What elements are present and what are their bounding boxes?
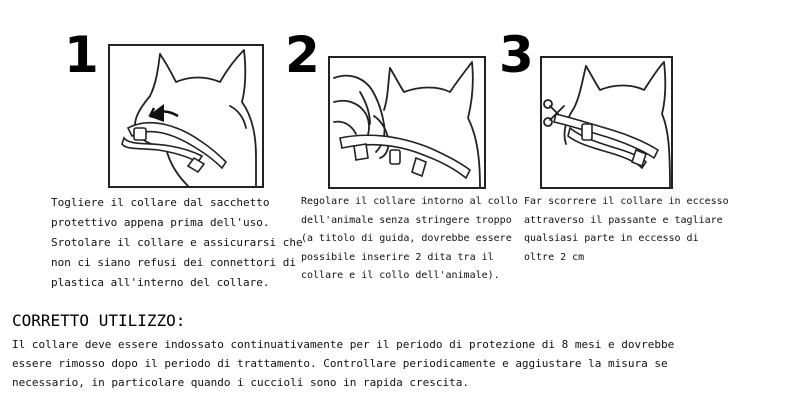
step-3-illustration bbox=[540, 56, 673, 189]
step-3-caption: Far scorrere il collare in eccesso attraverso il passante e tagliare qualsiasi parte in eccesso di oltre 2 cm bbox=[524, 196, 729, 263]
step-1-number: 1 bbox=[64, 26, 99, 84]
hand-adjusting-collar-drawing bbox=[330, 58, 484, 187]
step-1-caption: Togliere il collare dal sacchetto protettivo appena prima dell'uso. Srotolare il collare e assicurarsi che non ci siano refusi dei connettori di plastica all'interno del collare. bbox=[51, 196, 303, 289]
step-2-caption: Regolare il collare intorno al collo dell'animale senza stringere troppo (a titolo di guida, dovrebbe essere possibile inserire 2 dita tra il collare e il collo dell'animale). bbox=[301, 196, 518, 281]
usage-title: CORRETTO UTILIZZO: bbox=[12, 311, 186, 330]
step-2-illustration bbox=[328, 56, 486, 189]
step-3-number: 3 bbox=[499, 26, 534, 84]
usage-text: Il collare deve essere indossato continuativamente per il periodo di protezione di 8 mesi e dovrebbe essere rimosso dopo il periodo di trattamento. Controllare periodicamente e aggiustare la misura se necessario, in particolare quando i cuccioli sono in rapida crescita. bbox=[12, 338, 675, 389]
cutting-excess-collar-drawing bbox=[542, 58, 671, 187]
step-1-illustration bbox=[108, 44, 264, 188]
cat-collar-unroll-drawing bbox=[110, 46, 262, 186]
step-2-number: 2 bbox=[285, 26, 320, 84]
